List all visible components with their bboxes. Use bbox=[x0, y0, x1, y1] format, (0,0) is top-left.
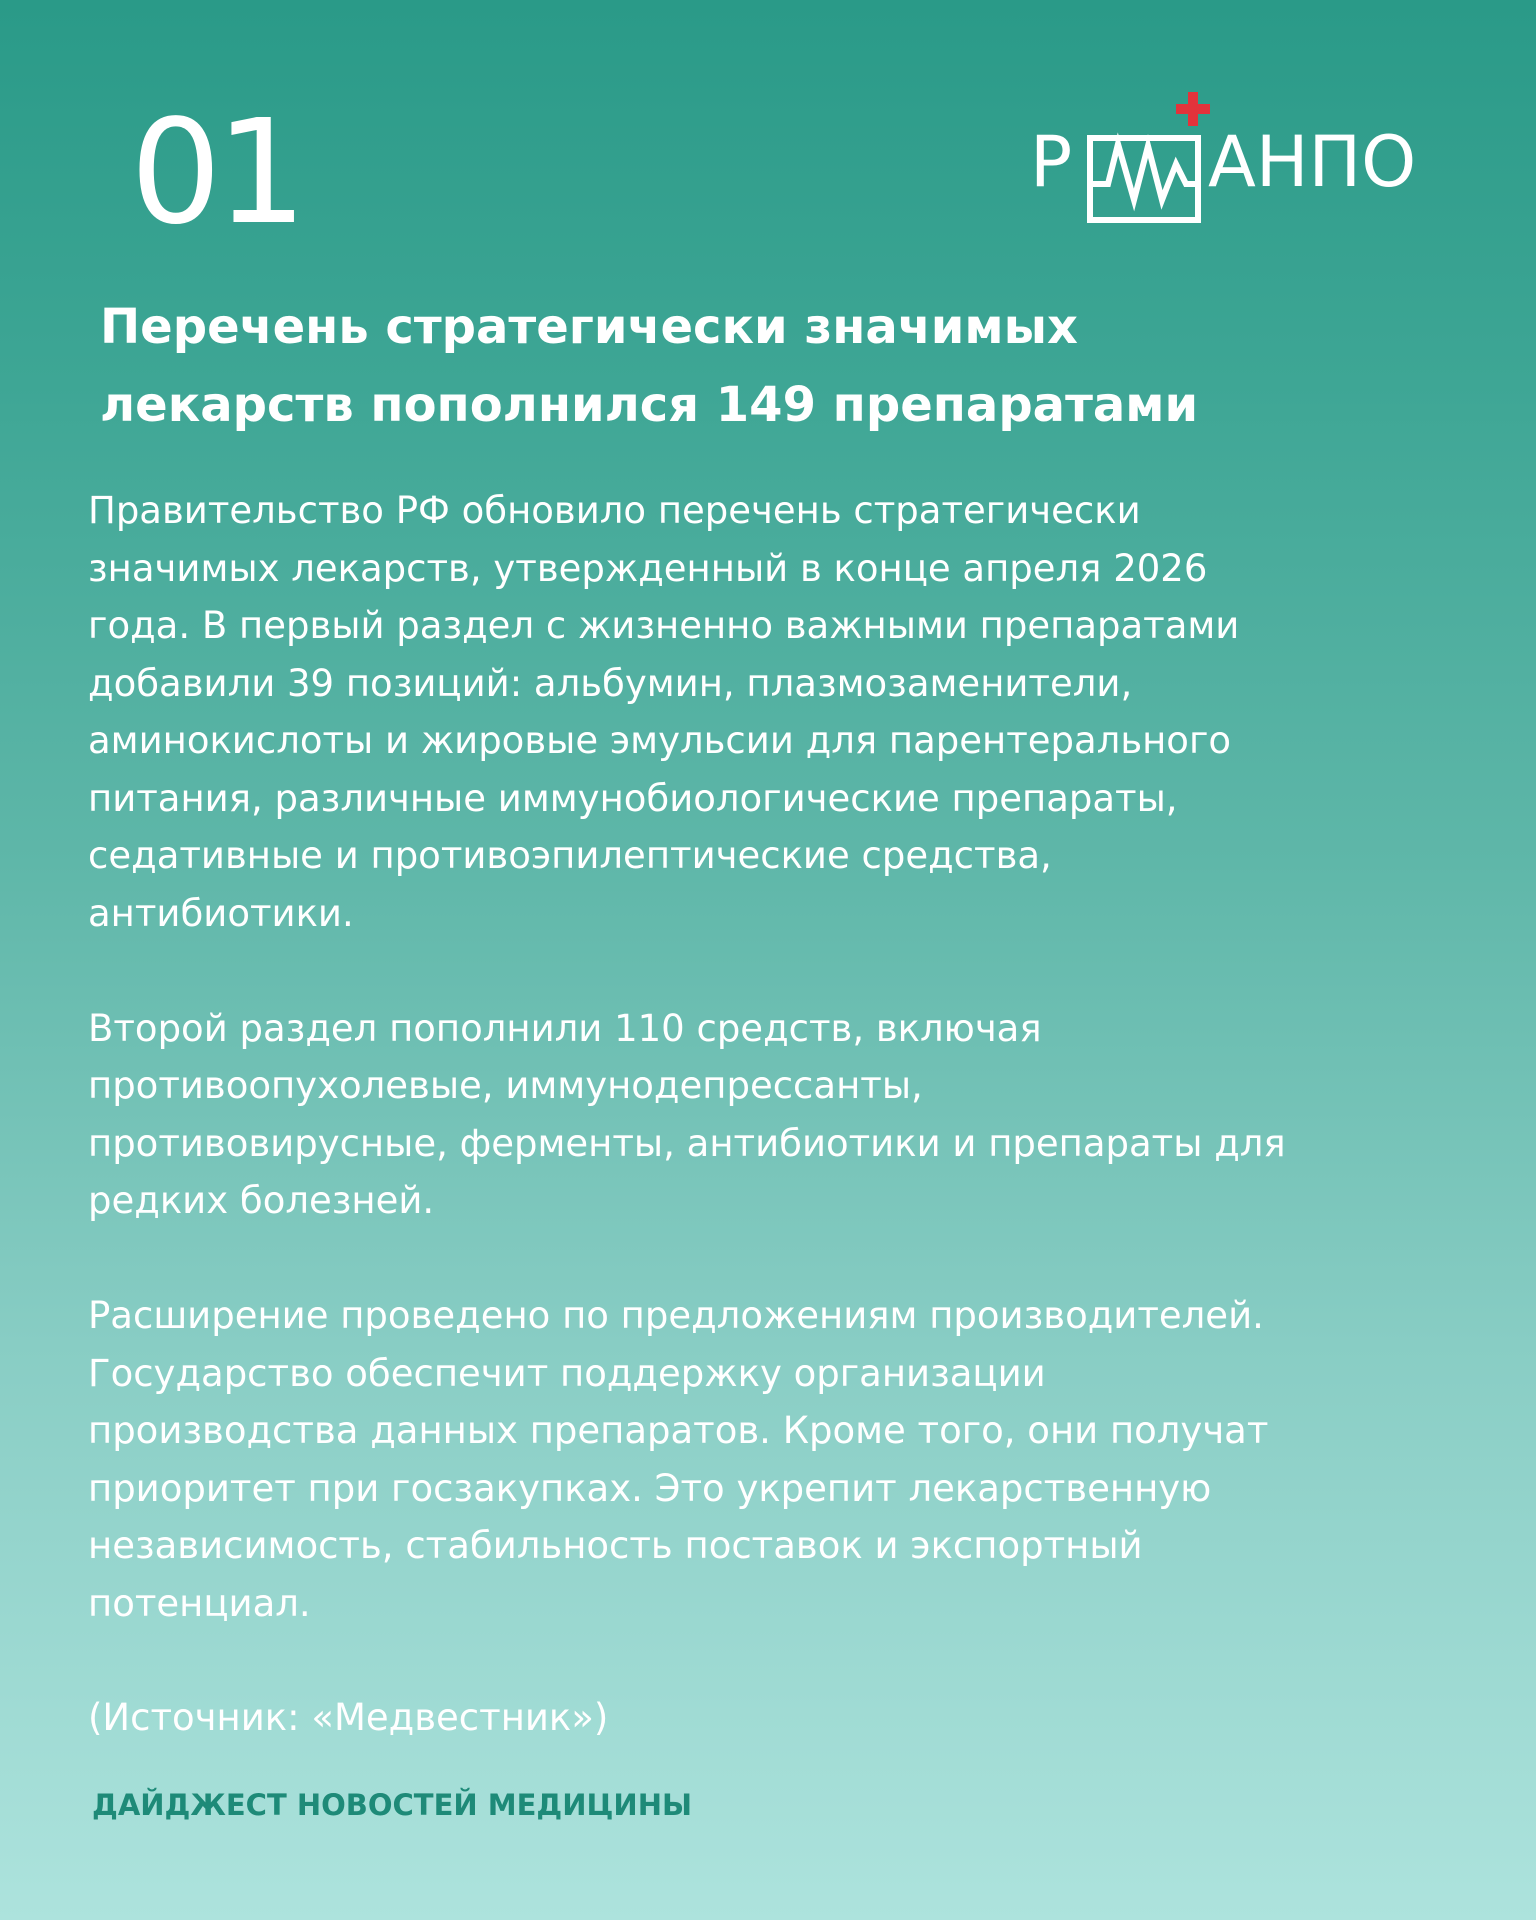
source-citation bbox=[88, 1689, 1468, 1747]
text-line: Расширение проведено по предложениям производителей. bbox=[88, 1294, 1264, 1337]
source-text: (Источник: «Медвестник») bbox=[88, 1696, 609, 1739]
medical-cross-icon bbox=[1176, 92, 1210, 126]
ranepa-logo bbox=[1030, 88, 1440, 228]
text-line: приоритет при госзакупках. Это укрепит лекарственную bbox=[88, 1466, 1212, 1510]
text-line: питания, различные иммунобиологические препараты, bbox=[88, 776, 1178, 820]
text-line: производства данных препаратов. Кроме того, они получат bbox=[88, 1409, 1269, 1452]
pulse-frame-icon bbox=[1090, 138, 1198, 220]
text-line: седативные и противоэпилептические средства, bbox=[88, 834, 1052, 877]
text-line: потенциал. bbox=[88, 1581, 311, 1625]
headline bbox=[100, 288, 1440, 444]
logo-letter-left: Р bbox=[1030, 121, 1073, 203]
headline-line: Перечень стратегически значимых bbox=[100, 299, 1078, 355]
text-line: противовирусные, ферменты, антибиотики и препараты для bbox=[88, 1121, 1286, 1165]
text-line: года. В первый раздел с жизненно важными препаратами bbox=[88, 604, 1240, 647]
text-line: независимость, стабильность поставок и экспортный bbox=[88, 1524, 1143, 1567]
text-line: противоопухолевые, иммунодепрессанты, bbox=[88, 1064, 923, 1107]
text-line: добавили 39 позиций: альбумин, плазмозаменители, bbox=[88, 661, 1133, 705]
paragraph-expansion bbox=[88, 1287, 1468, 1632]
slide-number: 01 bbox=[130, 88, 302, 256]
article-body bbox=[88, 482, 1468, 1747]
text-line: редких болезней. bbox=[88, 1179, 435, 1222]
text-line: Второй раздел пополнили 110 средств, включая bbox=[88, 1006, 1042, 1050]
headline-line: лекарств пополнился 149 препаратами bbox=[100, 377, 1199, 433]
text-line: антибиотики. bbox=[88, 891, 354, 935]
paragraph-first-section bbox=[88, 482, 1468, 942]
text-line: Государство обеспечит поддержку организации bbox=[88, 1351, 1046, 1395]
text-line: Правительство РФ обновило перечень стратегически bbox=[88, 489, 1141, 532]
text-line: значимых лекарств, утвержденный в конце апреля 2026 bbox=[88, 546, 1208, 590]
text-line: аминокислоты и жировые эмульсии для парентерального bbox=[88, 719, 1232, 762]
logo-letters-right: АНПО bbox=[1208, 121, 1417, 203]
paragraph-second-section bbox=[88, 1000, 1468, 1230]
footer-caption: ДАЙДЖЕСТ НОВОСТЕЙ МЕДИЦИНЫ bbox=[92, 1788, 693, 1822]
